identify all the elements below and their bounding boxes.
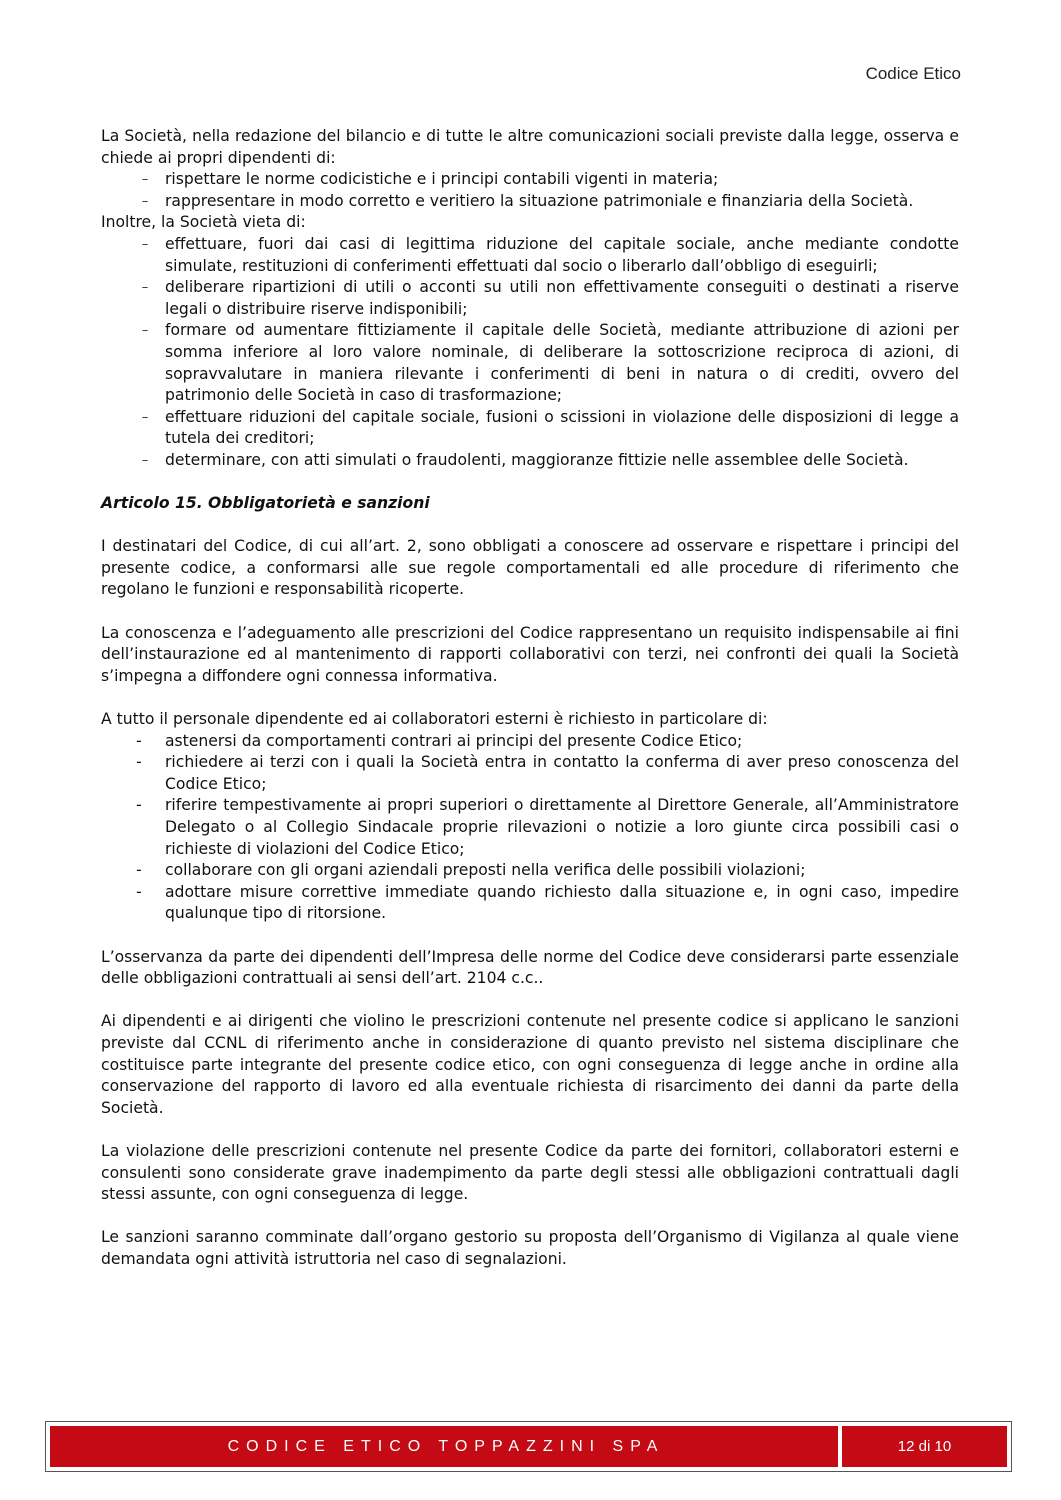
dash-marker: – xyxy=(141,236,149,252)
footer-bar xyxy=(50,1426,1007,1467)
list-item: - adottare misure correttive immediate quando richiesto dalla situazione e, in ogni caso, impedire qualunque tipo di ritorsione. xyxy=(101,882,959,925)
page-number: 12 di 10 xyxy=(897,1438,952,1455)
hyphen-marker: - xyxy=(136,753,142,772)
list-item: - riferire tempestivamente ai propri superiori o direttamente al Direttore Generale, all’Amministratore Delegato o al Collegio Sindacale proprie rilevazioni o notizie a loro giunte circa possibili casi o richieste di violazioni del Codice Etico; xyxy=(101,795,959,860)
list-item: – formare od aumentare fittiziamente il capitale delle Società, mediante attribuzione di azioni per somma inferiore al loro valore nominale, di deliberare la sottoscrizione reciproca di azioni, di sopravvalutare in maniera rilevante i conferimenti di beni in natura o di crediti, ovvero del patrimonio delle Società in caso di trasformazione; xyxy=(101,320,959,406)
article-paragraph: Ai dipendenti e ai dirigenti che violino le prescrizioni contenute nel presente codice si applicano le sanzioni previste dal CCNL di riferimento anche in considerazione di quanto previsto nel sistema disciplinare che costituisce parte integrante del presente codice etico, con ogni conseguenza di legge anche in ordine alla conservazione del rapporto di lavoro ed alla eventuale richiesta di risarcimento dei danni da parte della Società. xyxy=(101,1012,959,1117)
intro-list xyxy=(101,169,959,212)
hyphen-marker: - xyxy=(136,882,142,901)
dash-marker: – xyxy=(141,323,149,339)
dash-marker: – xyxy=(141,409,149,425)
article-paragraph: La violazione delle prescrizioni contenute nel presente Codice da parte dei fornitori, collaboratori esterni e consulenti sono considerate grave inadempimento da parte degli stessi alle obbligazioni contrattuali dagli stessi assunte, con ogni conseguenza di legge. xyxy=(101,1141,959,1204)
list-item: - collaborare con gli organi aziendali preposti nella verifica delle possibili violazioni; xyxy=(101,860,959,882)
dash-marker: – xyxy=(141,193,149,209)
page-footer xyxy=(45,1421,1012,1472)
intro-paragraph: La Società, nella redazione del bilancio e di tutte le altre comunicazioni sociali previste dalla legge, osserva e chiede ai propri dipendenti di: xyxy=(101,127,959,167)
hyphen-marker: - xyxy=(136,796,142,815)
article-paragraph: A tutto il personale dipendente ed ai collaboratori esterni è richiesto in particolare di: xyxy=(101,710,768,729)
hyphen-marker: - xyxy=(136,861,142,880)
list-item: - astenersi da comportamenti contrari ai principi del presente Codice Etico; xyxy=(101,731,959,753)
hyphen-marker: - xyxy=(136,731,142,750)
list-item: – effettuare, fuori dai casi di legittima riduzione del capitale sociale, anche mediante condotte simulate, restituzioni di conferimenti effettuati dal socio o liberarlo dall’obbligo di eseguirli; xyxy=(101,234,959,277)
article-paragraph: Le sanzioni saranno comminate dall’organo gestorio su proposta dell’Organismo di Vigilanza al quale viene demandata ogni attività istruttoria nel caso di segnalazioni. xyxy=(101,1228,959,1268)
article-paragraph: La conoscenza e l’adeguamento alle prescrizioni del Codice rappresentano un requisito indispensabile ai fini dell’instaurazione ed al mantenimento di rapporti collaborativi con terzi, nei confronti dei quali la Società s’impegna a diffondere ogni connessa informativa. xyxy=(101,623,959,685)
article-heading: Articolo 15. Obbligatorietà e sanzioni xyxy=(101,494,430,513)
document-body xyxy=(101,126,959,1270)
dash-marker: – xyxy=(141,172,149,188)
article-paragraph: L’osservanza da parte dei dipendenti dell’Impresa delle norme del Codice deve considerarsi parte essenziale delle obbligazioni contrattuali ai sensi dell’art. 2104 c.c.. xyxy=(101,947,959,988)
dash-marker: – xyxy=(141,452,149,468)
article-paragraph: I destinatari del Codice, di cui all’art. 2, sono obbligati a conoscere ad osservare e rispettare i principi del presente codice, a conformarsi alle sue regole comportamentali ed alle procedure di riferimento che regolano le funzioni e responsabilità ricoperte. xyxy=(101,537,959,599)
list-item: - richiedere ai terzi con i quali la Società entra in contatto la conferma di aver preso conoscenza del Codice Etico; xyxy=(101,752,959,795)
prohibitions-intro: Inoltre, la Società vieta di: xyxy=(101,213,306,232)
list-item: – rappresentare in modo corretto e veritiero la situazione patrimoniale e finanziaria della Società. xyxy=(101,191,959,213)
list-item: – determinare, con atti simulati o fraudolenti, maggioranze fittizie nelle assemblee delle Società. xyxy=(101,450,959,472)
list-item: – rispettare le norme codicistiche e i principi contabili vigenti in materia; xyxy=(101,169,959,191)
page-header-title: Codice Etico xyxy=(865,64,961,83)
obligations-list xyxy=(101,731,959,925)
dash-marker: – xyxy=(141,280,149,296)
prohibitions-list xyxy=(101,234,959,472)
footer-title: CODICE ETICO TOPPAZZINI SPA xyxy=(227,1437,665,1455)
list-item: – effettuare riduzioni del capitale sociale, fusioni o scissioni in violazione delle disposizioni di legge a tutela dei creditori; xyxy=(101,407,959,450)
list-item: – deliberare ripartizioni di utili o acconti su utili non effettivamente conseguiti o destinati a riserve legali o distribuire riserve indisponibili; xyxy=(101,277,959,320)
